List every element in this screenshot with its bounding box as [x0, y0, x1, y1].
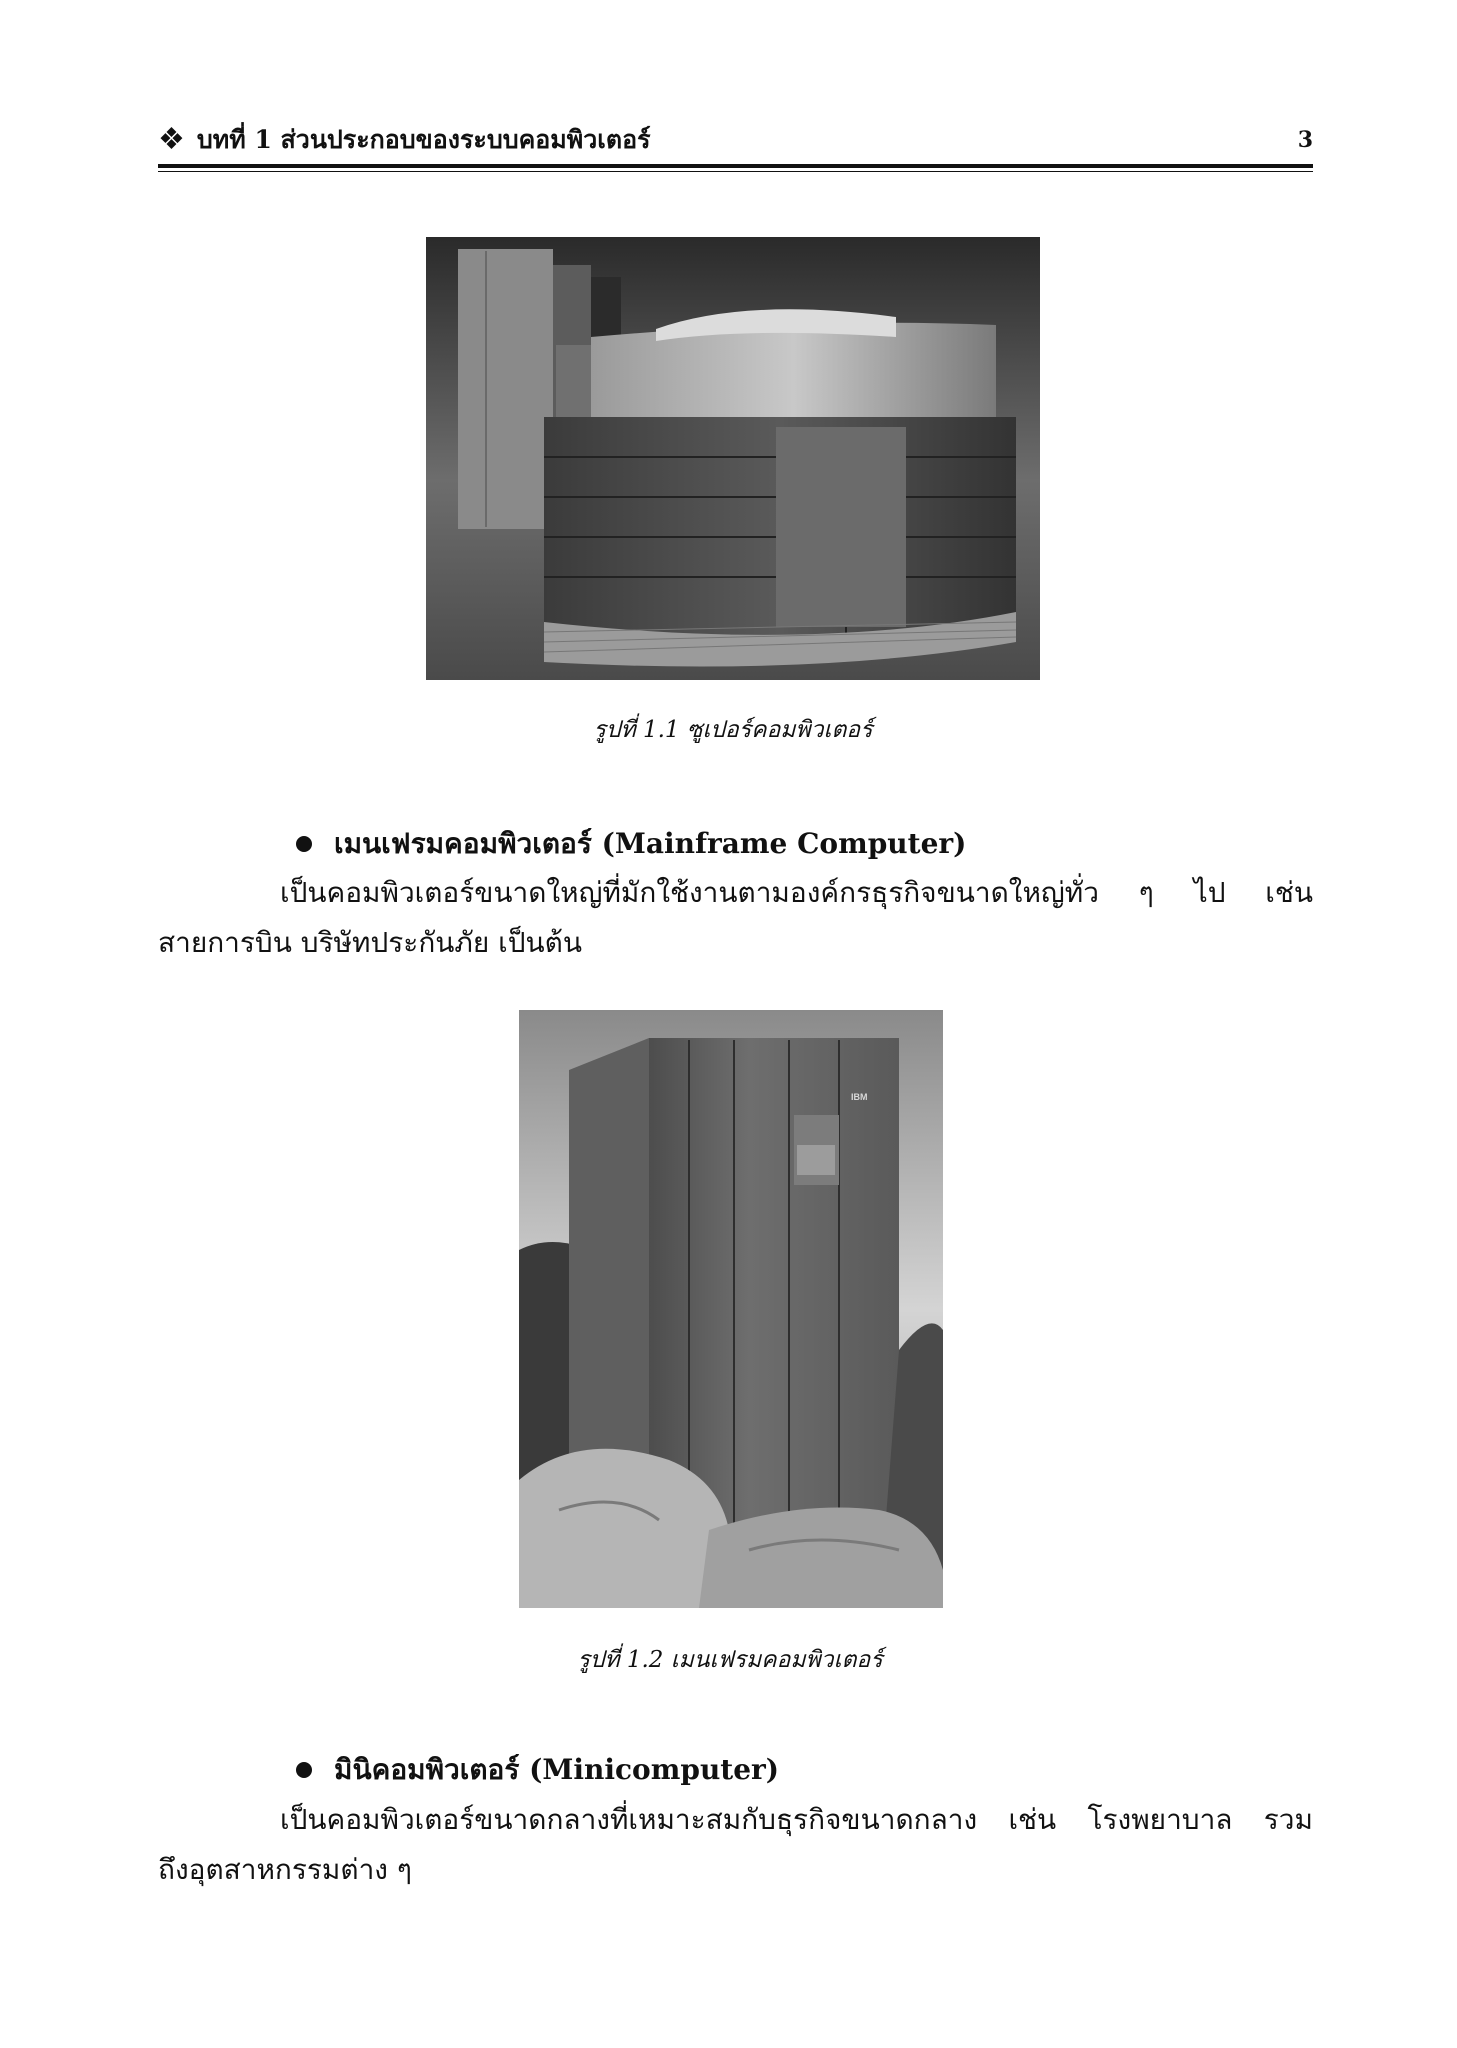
supercomputer-photo [426, 237, 1040, 680]
section-heading [296, 1748, 779, 1792]
paragraph-line: ถึงอุตสาหกรรมต่าง ๆ [158, 1853, 412, 1886]
header-left [158, 120, 651, 160]
section-heading-text: มินิคอมพิวเตอร์ (Minicomputer) [334, 1753, 780, 1786]
figure-caption: รูปที่ 1.2 เมนเฟรมคอมพิวเตอร์ [577, 1647, 883, 1673]
header-rule-thin [158, 171, 1313, 172]
running-header [158, 120, 1313, 160]
section-heading-text: เมนเฟรมคอมพิวเตอร์ (Mainframe Computer) [334, 827, 967, 860]
diamond-ornament-icon: ❖ [158, 122, 185, 157]
chapter-title: บทที่ 1 ส่วนประกอบของระบบคอมพิวเตอร์ [196, 125, 651, 154]
page-number: 3 [1297, 127, 1313, 153]
paragraph [158, 1795, 1313, 1895]
paragraph-line: สายการบิน บริษัทประกันภัย เป็นต้น [158, 926, 582, 959]
header-rule-thick [158, 164, 1313, 168]
paragraph [158, 868, 1313, 968]
bullet-icon [296, 1762, 312, 1778]
section-heading [296, 822, 966, 866]
mainframe-photo [519, 1010, 943, 1608]
paragraph-line: เป็นคอมพิวเตอร์ขนาดกลางที่เหมาะสมกับธุรกิจขนาดกลาง เช่น โรงพยาบาล รวม [280, 1803, 1313, 1836]
figure-caption: รูปที่ 1.1 ซูเปอร์คอมพิวเตอร์ [593, 717, 873, 743]
paragraph-line: เป็นคอมพิวเตอร์ขนาดใหญ่ที่มักใช้งานตามองค์กรธุรกิจขนาดใหญ่ทั่ว ๆ ไป เช่น [280, 876, 1313, 909]
ibm-logo: IBM [851, 1092, 868, 1102]
bullet-icon [296, 836, 312, 852]
